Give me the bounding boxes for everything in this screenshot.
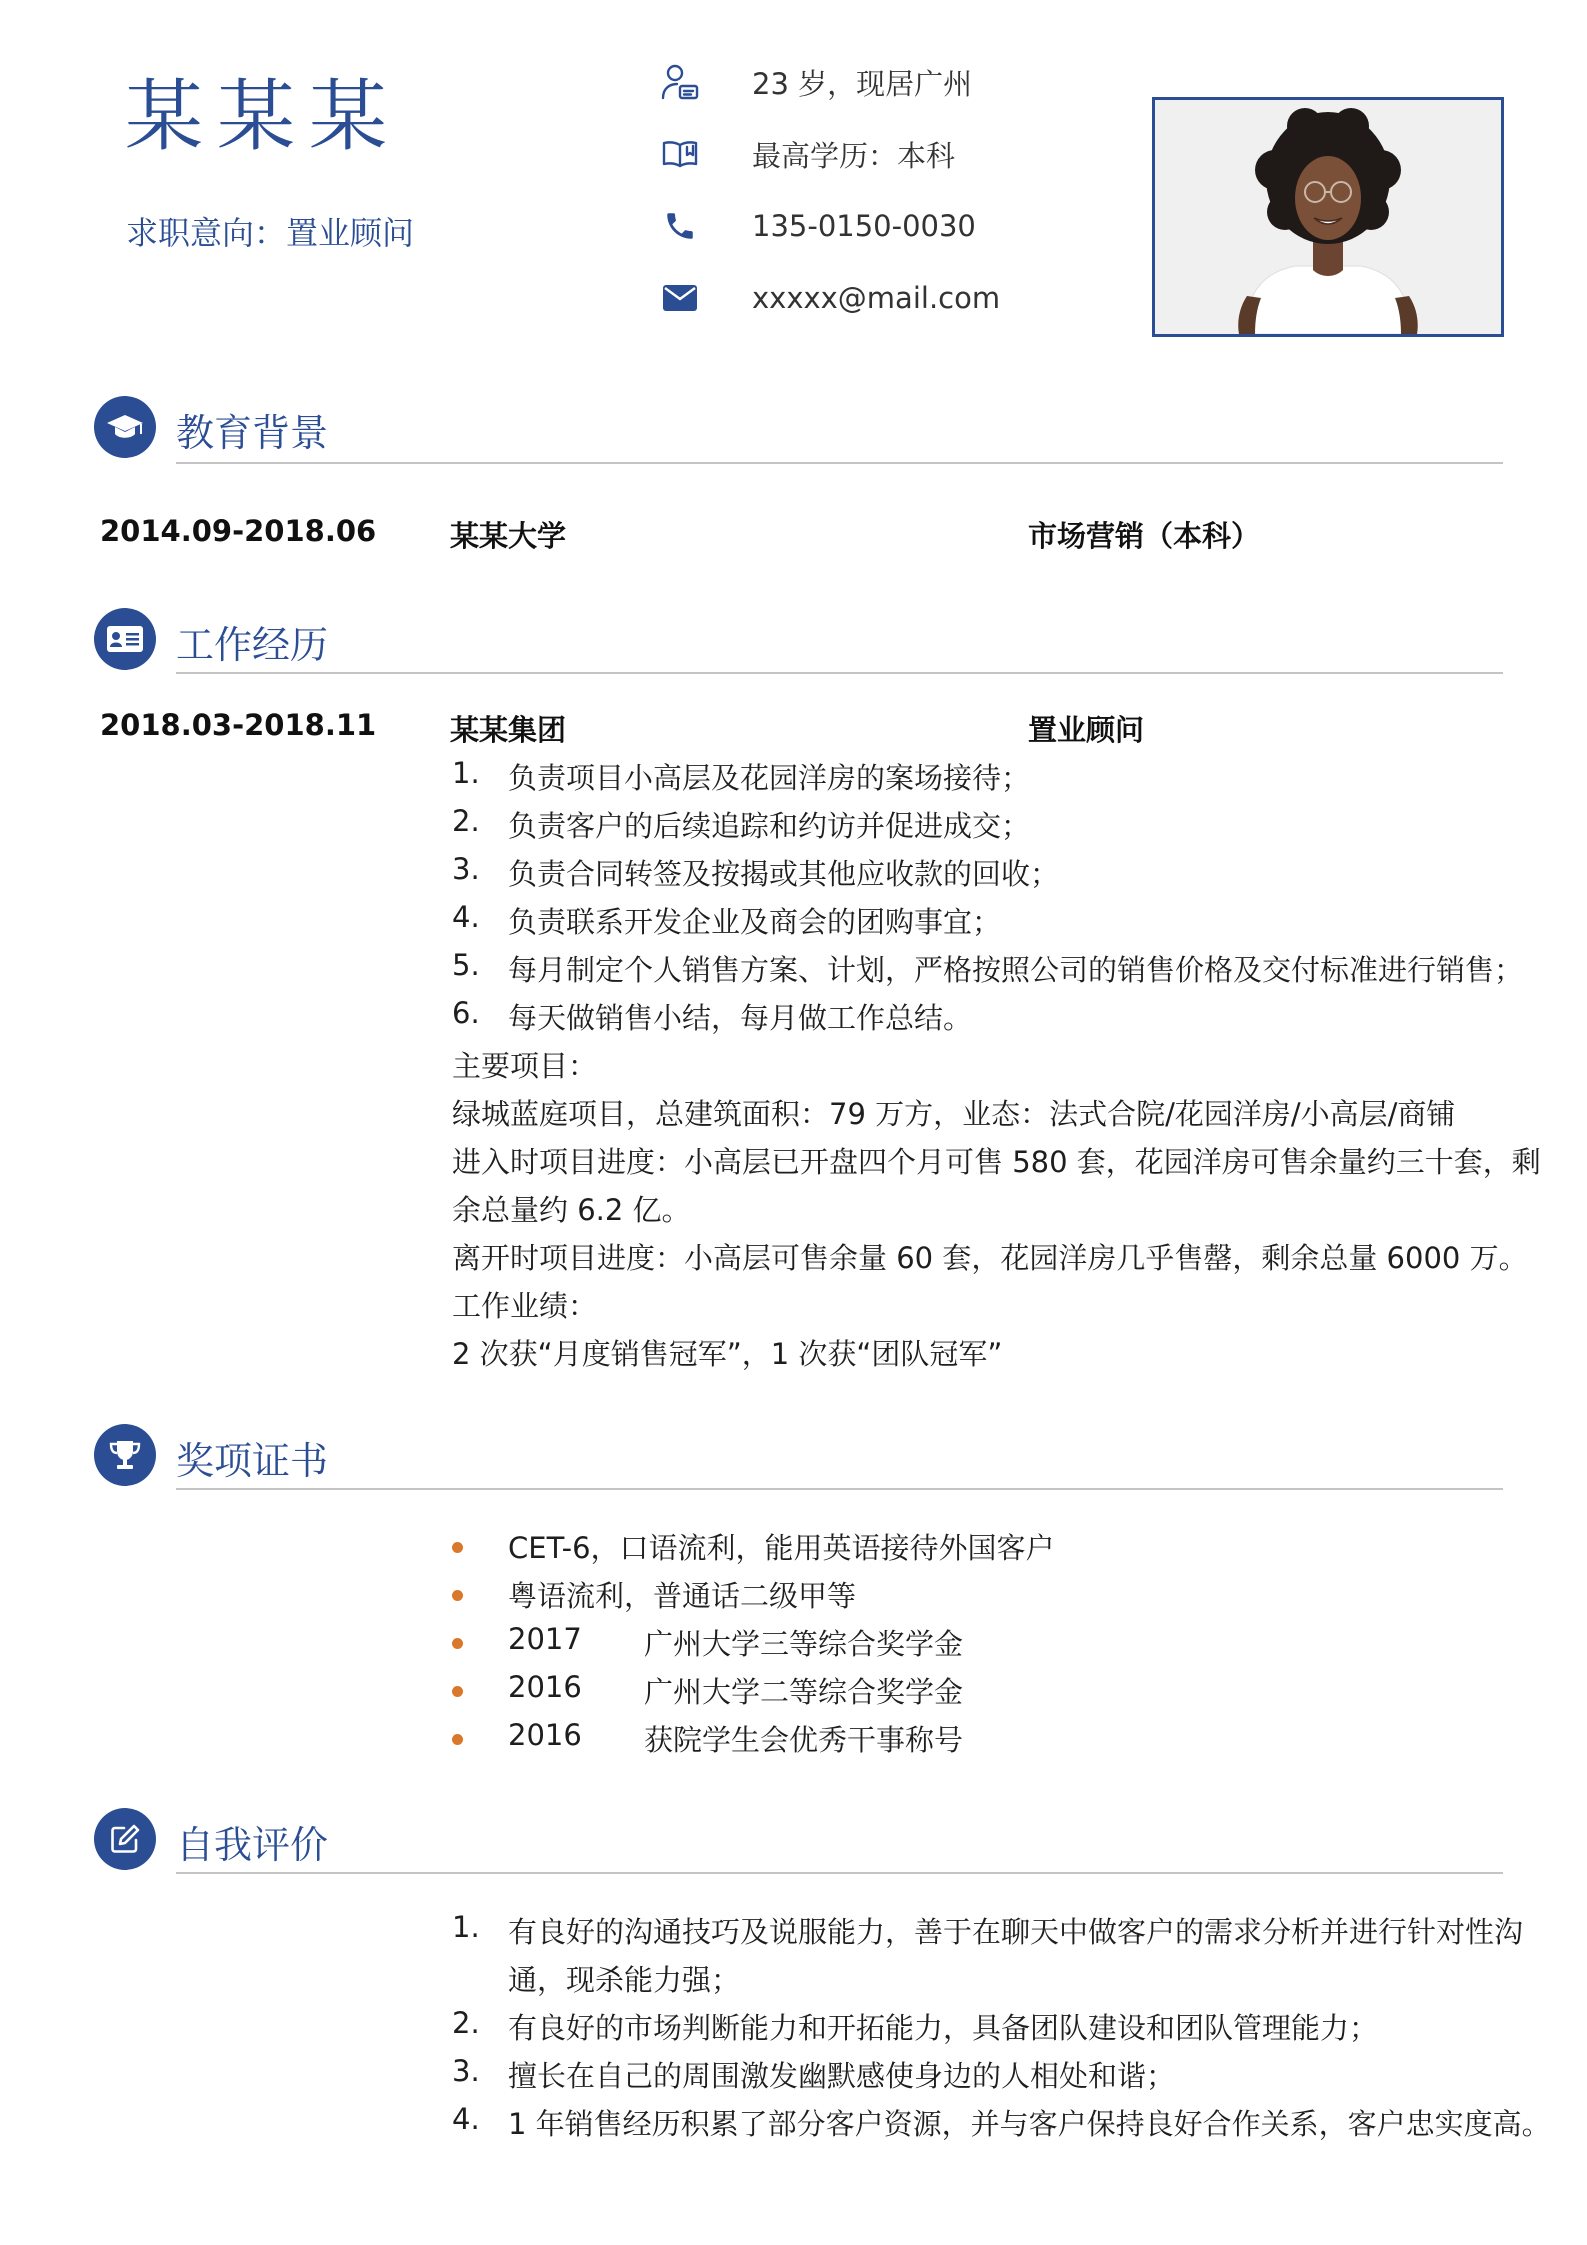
contact-text: 最高学历：本科 [752, 138, 956, 173]
list-number: 1. [452, 756, 480, 790]
award-year: 2016 [508, 1670, 582, 1704]
list-text: 有良好的沟通技巧及说服能力，善于在聊天中做客户的需求分析并进行针对性沟 [508, 1915, 1524, 1949]
education-date: 2014.09-2018.06 [100, 514, 377, 548]
section-title-education: 教育背景 [176, 411, 329, 455]
award-text: 广州大学二等综合奖学金 [644, 1675, 964, 1709]
mail-icon [660, 278, 700, 318]
work-position: 置业顾问 [1028, 713, 1145, 747]
graduation-cap-icon [94, 396, 156, 458]
education-school: 某某大学 [450, 519, 567, 553]
job-intent: 求职意向：置业顾问 [126, 214, 415, 252]
phone-icon [660, 206, 700, 246]
book-icon [660, 134, 700, 174]
list-text: 每月制定个人销售方案、计划，严格按照公司的销售价格及交付标准进行销售； [508, 953, 1524, 987]
bullet-dot [452, 1686, 463, 1697]
list-text: 负责联系开发企业及商会的团购事宜； [508, 905, 1002, 939]
project-summary: 绿城蓝庭项目，总建筑面积：79 万方，业态：法式合院/花园洋房/小高层/商铺 [452, 1097, 1456, 1131]
list-number: 3. [452, 2054, 480, 2088]
list-number: 6. [452, 996, 480, 1030]
award-text: 广州大学三等综合奖学金 [644, 1627, 964, 1661]
list-number: 2. [452, 804, 480, 838]
project-progress-end: 离开时项目进度：小高层可售余量 60 套，花园洋房几乎售罄，剩余总量 6000 万。 [452, 1241, 1528, 1275]
section-divider [176, 1872, 1503, 1874]
list-text: 负责项目小高层及花园洋房的案场接待； [508, 761, 1031, 795]
contact-phone [660, 202, 976, 250]
award-text: 粤语流利，普通话二级甲等 [508, 1579, 857, 1613]
list-text: 负责客户的后续追踪和约访并促进成交； [508, 809, 1031, 843]
list-text: 有良好的市场判断能力和开拓能力，具备团队建设和团队管理能力； [508, 2011, 1379, 2045]
bullet-dot [452, 1638, 463, 1649]
profile-photo [1152, 97, 1504, 337]
trophy-icon [94, 1424, 156, 1486]
bullet-dot [452, 1734, 463, 1745]
work-company: 某某集团 [450, 713, 567, 747]
work-date: 2018.03-2018.11 [100, 708, 377, 742]
list-number: 3. [452, 852, 480, 886]
education-major: 市场营销（本科） [1028, 519, 1261, 553]
award-year: 2016 [508, 1718, 582, 1752]
list-text: 擅长在自己的周围激发幽默感使身边的人相处和谐； [508, 2059, 1176, 2093]
list-text: 负责合同转签及按揭或其他应收款的回收； [508, 857, 1060, 891]
award-text: CET-6，口语流利，能用英语接待外国客户 [508, 1531, 1055, 1565]
section-title-awards: 奖项证书 [176, 1439, 329, 1483]
project-progress-start-cont: 余总量约 6.2 亿。 [452, 1193, 691, 1227]
contact-education [660, 130, 955, 178]
project-progress-start: 进入时项目进度：小高层已开盘四个月可售 580 套，花园洋房可售余量约三十套，剩 [452, 1145, 1541, 1179]
contact-text: 23 岁，现居广州 [752, 66, 973, 101]
edit-icon [94, 1808, 156, 1870]
bullet-dot [452, 1590, 463, 1601]
work-project-details [452, 1044, 1541, 1380]
list-number: 2. [452, 2006, 480, 2040]
performance-text: 2 次获“月度销售冠军”，1 次获“团队冠军” [452, 1337, 1003, 1371]
list-number: 4. [452, 2102, 480, 2136]
section-divider [176, 462, 1503, 464]
list-number: 5. [452, 948, 480, 982]
section-title-work: 工作经历 [176, 623, 329, 667]
section-divider [176, 1488, 1503, 1490]
contact-text: xxxxx@mail.com [752, 281, 1001, 315]
bullet-dot [452, 1542, 463, 1553]
project-heading: 主要项目： [452, 1049, 598, 1083]
resume-card-icon [94, 608, 156, 670]
user-id-icon [660, 62, 700, 102]
list-text: 每天做销售小结，每月做工作总结。 [508, 1001, 973, 1035]
section-divider [176, 672, 1503, 674]
award-text: 获院学生会优秀干事称号 [644, 1723, 964, 1757]
performance-heading: 工作业绩： [452, 1289, 598, 1323]
list-text: 1 年销售经历积累了部分客户资源，并与客户保持良好合作关系，客户忠实度高。 [508, 2107, 1551, 2141]
list-number: 1. [452, 1910, 480, 1944]
list-number: 4. [452, 900, 480, 934]
contact-age-location [660, 58, 972, 106]
section-title-self-eval: 自我评价 [176, 1823, 329, 1867]
award-year: 2017 [508, 1622, 582, 1656]
candidate-name: 某某某 [125, 72, 402, 162]
list-text-cont: 通，现杀能力强； [508, 1963, 741, 1997]
contact-email [660, 274, 1000, 322]
contact-text: 135-0150-0030 [752, 209, 976, 243]
